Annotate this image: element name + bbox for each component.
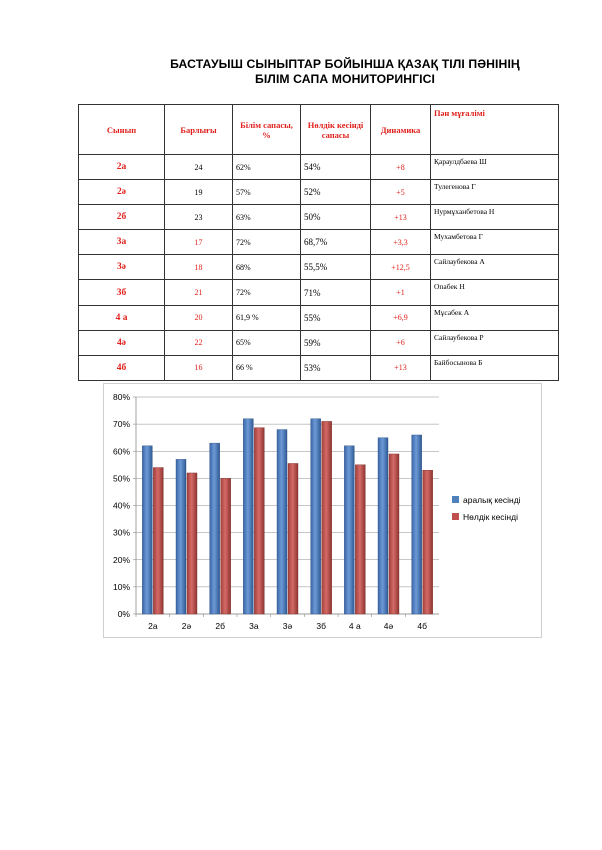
header-quality: Білім сапасы, %: [233, 105, 301, 155]
cell-total: 20: [165, 305, 233, 330]
x-tick-label: 3ә: [282, 621, 293, 631]
y-tick-label: 10%: [112, 581, 130, 592]
cell-dynamics: +13: [371, 355, 431, 380]
title-line-1: БАСТАУЫШ СЫНЫПТАР БОЙЫНША ҚАЗАҚ ТІЛІ ПӘНІНІҢ: [170, 57, 520, 71]
chart-area: [103, 383, 542, 638]
cell-class: 2а: [79, 155, 165, 180]
header-class: Сынып: [79, 105, 165, 155]
table-row: [79, 305, 559, 330]
bar-zero: [153, 468, 163, 614]
document-title: [100, 57, 590, 87]
x-tick-label: 2б: [215, 621, 225, 631]
cell-total: 18: [165, 255, 233, 280]
y-tick-label: 20%: [112, 554, 130, 565]
cell-quality: 72%: [233, 280, 301, 305]
cell-class: 4ә: [79, 330, 165, 355]
x-tick-label: 2ә: [181, 621, 192, 631]
cell-quality: 62%: [233, 155, 301, 180]
x-tick-label: 4 а: [348, 621, 361, 631]
cell-dynamics: +5: [371, 180, 431, 205]
cell-class: 3б: [79, 280, 165, 305]
cell-quality: 57%: [233, 180, 301, 205]
cell-zero-quality: 68,7%: [301, 230, 371, 255]
cell-teacher: Мұсабек А: [431, 305, 559, 330]
cell-total: 23: [165, 205, 233, 230]
y-tick-label: 70%: [112, 419, 130, 430]
bar-interim: [210, 443, 220, 614]
cell-class: 2б: [79, 205, 165, 230]
cell-dynamics: +3,3: [371, 230, 431, 255]
bar-zero: [355, 465, 365, 614]
table-row: [79, 180, 559, 205]
bar-zero: [254, 428, 264, 614]
cell-dynamics: +6,9: [371, 305, 431, 330]
cell-class: 3ә: [79, 255, 165, 280]
y-tick-label: 30%: [112, 527, 130, 538]
legend-label: аралық кесінді: [463, 495, 521, 505]
cell-quality: 68%: [233, 255, 301, 280]
cell-zero-quality: 55%: [301, 305, 371, 330]
bar-zero: [423, 470, 433, 614]
bar-chart: [104, 384, 541, 637]
cell-class: 3а: [79, 230, 165, 255]
bar-zero: [221, 478, 231, 614]
cell-dynamics: +8: [371, 155, 431, 180]
legend-swatch: [452, 513, 459, 520]
y-tick-label: 40%: [112, 500, 130, 511]
cell-total: 21: [165, 280, 233, 305]
bar-interim: [277, 430, 287, 614]
cell-zero-quality: 52%: [301, 180, 371, 205]
cell-zero-quality: 71%: [301, 280, 371, 305]
cell-quality: 65%: [233, 330, 301, 355]
monitoring-table: [78, 104, 559, 381]
table-row: [79, 330, 559, 355]
title-line-2: БІЛІМ САПА МОНИТОРИНГІСІ: [254, 72, 436, 86]
x-tick-label: 4б: [417, 621, 427, 631]
cell-zero-quality: 59%: [301, 330, 371, 355]
cell-zero-quality: 54%: [301, 155, 371, 180]
table-header-row: [79, 105, 559, 155]
bar-interim: [311, 419, 321, 614]
table-row: [79, 255, 559, 280]
table-row: [79, 355, 559, 380]
cell-teacher: Нурмұханбетова Н: [431, 205, 559, 230]
cell-quality: 63%: [233, 205, 301, 230]
table-row: [79, 230, 559, 255]
legend-swatch: [452, 496, 459, 503]
cell-class: 4 а: [79, 305, 165, 330]
header-total: Барлығы: [165, 105, 233, 155]
y-tick-label: 60%: [112, 446, 130, 457]
bar-interim: [243, 419, 253, 614]
cell-dynamics: +1: [371, 280, 431, 305]
cell-total: 24: [165, 155, 233, 180]
cell-quality: 72%: [233, 230, 301, 255]
cell-dynamics: +13: [371, 205, 431, 230]
x-tick-label: 3б: [316, 621, 326, 631]
cell-total: 19: [165, 180, 233, 205]
bar-zero: [288, 463, 298, 614]
y-tick-label: 0%: [117, 609, 130, 619]
table-row: [79, 205, 559, 230]
y-tick-label: 50%: [112, 473, 130, 484]
bar-zero: [187, 473, 197, 614]
cell-dynamics: +6: [371, 330, 431, 355]
cell-total: 22: [165, 330, 233, 355]
table-row: [79, 280, 559, 305]
cell-zero-quality: 53%: [301, 355, 371, 380]
cell-teacher: Сайлаубекова А: [431, 255, 559, 280]
bar-zero: [322, 421, 332, 614]
x-tick-label: 3а: [249, 621, 259, 631]
cell-quality: 66 %: [233, 355, 301, 380]
table-row: [79, 155, 559, 180]
cell-zero-quality: 50%: [301, 205, 371, 230]
cell-zero-quality: 55,5%: [301, 255, 371, 280]
cell-teacher: Байбосынова Б: [431, 355, 559, 380]
header-zero-quality: Нөлдік кесінді сапасы: [301, 105, 371, 155]
header-teacher: Пән мұғалімі: [431, 105, 559, 155]
cell-class: 4б: [79, 355, 165, 380]
bar-interim: [176, 459, 186, 614]
header-dynamics: Динамика: [371, 105, 431, 155]
cell-total: 16: [165, 355, 233, 380]
cell-teacher: Қараулдбаева Ш: [431, 155, 559, 180]
cell-teacher: Мухамбетова Г: [431, 230, 559, 255]
cell-quality: 61,9 %: [233, 305, 301, 330]
legend-label: Нөлдік кесінді: [463, 512, 518, 522]
x-tick-label: 4ә: [383, 621, 394, 631]
cell-teacher: Сайлаубекова Р: [431, 330, 559, 355]
x-tick-label: 2а: [148, 621, 158, 631]
cell-teacher: Опабек Н: [431, 280, 559, 305]
cell-total: 17: [165, 230, 233, 255]
bar-interim: [412, 435, 422, 614]
cell-class: 2ә: [79, 180, 165, 205]
cell-dynamics: +12,5: [371, 255, 431, 280]
y-tick-label: 80%: [112, 392, 130, 402]
bar-zero: [389, 454, 399, 614]
bar-interim: [344, 446, 354, 614]
bar-interim: [142, 446, 152, 614]
bar-interim: [378, 438, 388, 614]
cell-teacher: Тулегенова Г: [431, 180, 559, 205]
